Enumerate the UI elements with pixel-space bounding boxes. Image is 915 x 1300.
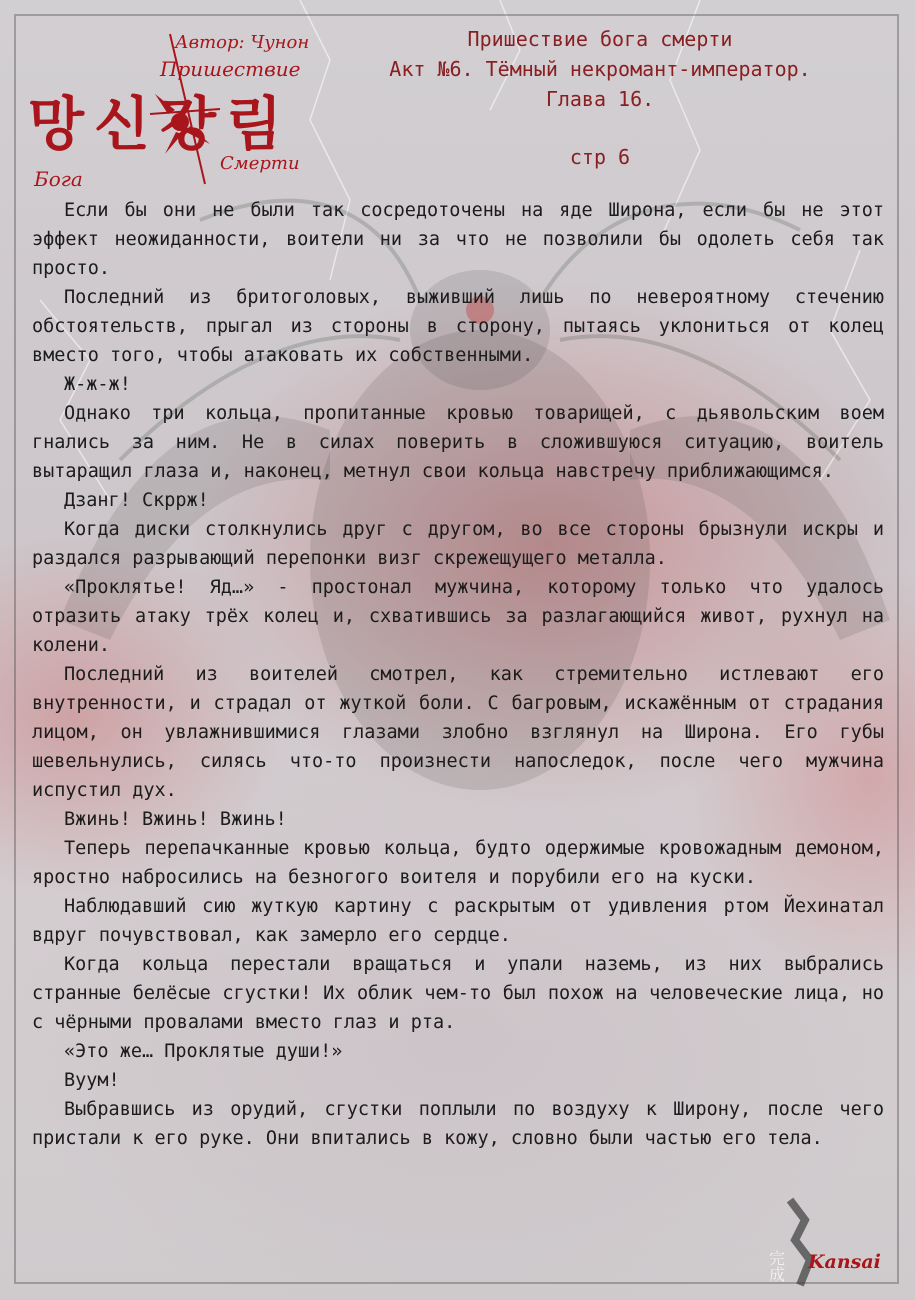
logo-graphic	[20, 14, 320, 199]
paragraph: Если бы они не были так сосредоточены на яде Широна, если бы не этот эффект неожиданности, воители ни за что не позволили бы одолеть себя так просто.	[32, 200, 884, 279]
translator-signature	[766, 1190, 881, 1290]
signature-name: Kansai	[808, 1251, 881, 1273]
paragraph: «Проклятье! Яд…» - простонал мужчина, которому только что удалось отразить атаку трёх колец и, схватившись за разлагающийся живот, рухнул на колени.	[32, 577, 884, 656]
series-logo	[20, 14, 320, 199]
paragraph: Дзанг! Скррж!	[64, 490, 209, 511]
logo-title-top: Пришествие	[160, 57, 301, 81]
paragraph: Выбравшись из орудий, сгустки поплыли по воздуху к Широну, после чего пристали к его руке. Они впитались в кожу, словно были частью его тела.	[32, 1099, 884, 1149]
paragraph: Когда диски столкнулись друг с другом, во все стороны брызнули искры и раздался разрывающий перепонки визг скрежещущего металла.	[32, 519, 884, 569]
story-text	[32, 196, 884, 1153]
paragraph: Ж-ж-ж!	[64, 374, 131, 395]
paragraph: Последний из воителей смотрел, как стремительно истлевают его внутренности, и страдал от жуткой боли. С багровым, искажённым от страдания лицом, он увлажнившимися глазами злобно взглянул на Широна. Его губы шевельнулись, силясь что-то произнести напоследок, после чего мужчина испустил дух.	[32, 664, 884, 801]
logo-korean: 망신강림	[28, 90, 293, 158]
signature-kanji: 完成	[766, 1250, 786, 1282]
paragraph: Вуум!	[64, 1070, 120, 1091]
logo-author: Автор: Чунон	[175, 32, 310, 53]
page-number: стр 6	[569, 145, 631, 169]
chapter-title: Глава 16.	[545, 87, 655, 111]
book-title: Пришествие бога смерти	[467, 27, 733, 51]
logo-bottom-right: Смерти	[220, 153, 300, 174]
paragraph: «Это же… Проклятые души!»	[64, 1041, 343, 1062]
logo-bottom-left: Бога	[34, 167, 83, 191]
paragraph: Когда кольца перестали вращаться и упали наземь, из них выбрались странные белёсые сгустки! Их облик чем-то был похож на человеческие лица, но с чёрными провалами вместо глаз и рта.	[32, 954, 884, 1033]
act-title: Акт №6. Тёмный некромант-император.	[389, 57, 811, 81]
chapter-header	[330, 24, 870, 172]
paragraph: Теперь перепачканные кровью кольца, будто одержимые кровожадным демоном, яростно набросились на безногого воителя и порубили его на куски.	[32, 838, 884, 888]
paragraph: Последний из бритоголовых, выживший лишь по невероятному стечению обстоятельств, прыгал из стороны в сторону, пытаясь уклониться от колец вместо того, чтобы атаковать их собственными.	[32, 287, 884, 366]
paragraph: Вжинь! Вжинь! Вжинь!	[64, 809, 287, 830]
paragraph: Наблюдавший сию жуткую картину с раскрытым от удивления ртом Йехинатал вдруг почувствовал, как замерло его сердце.	[32, 896, 884, 946]
paragraph: Однако три кольца, пропитанные кровью товарищей, с дьявольским воем гнались за ним. Не в силах поверить в сложившуюся ситуацию, воитель вытаращил глаза и, наконец, метнул свои кольца навстречу приближающимся.	[32, 403, 884, 482]
